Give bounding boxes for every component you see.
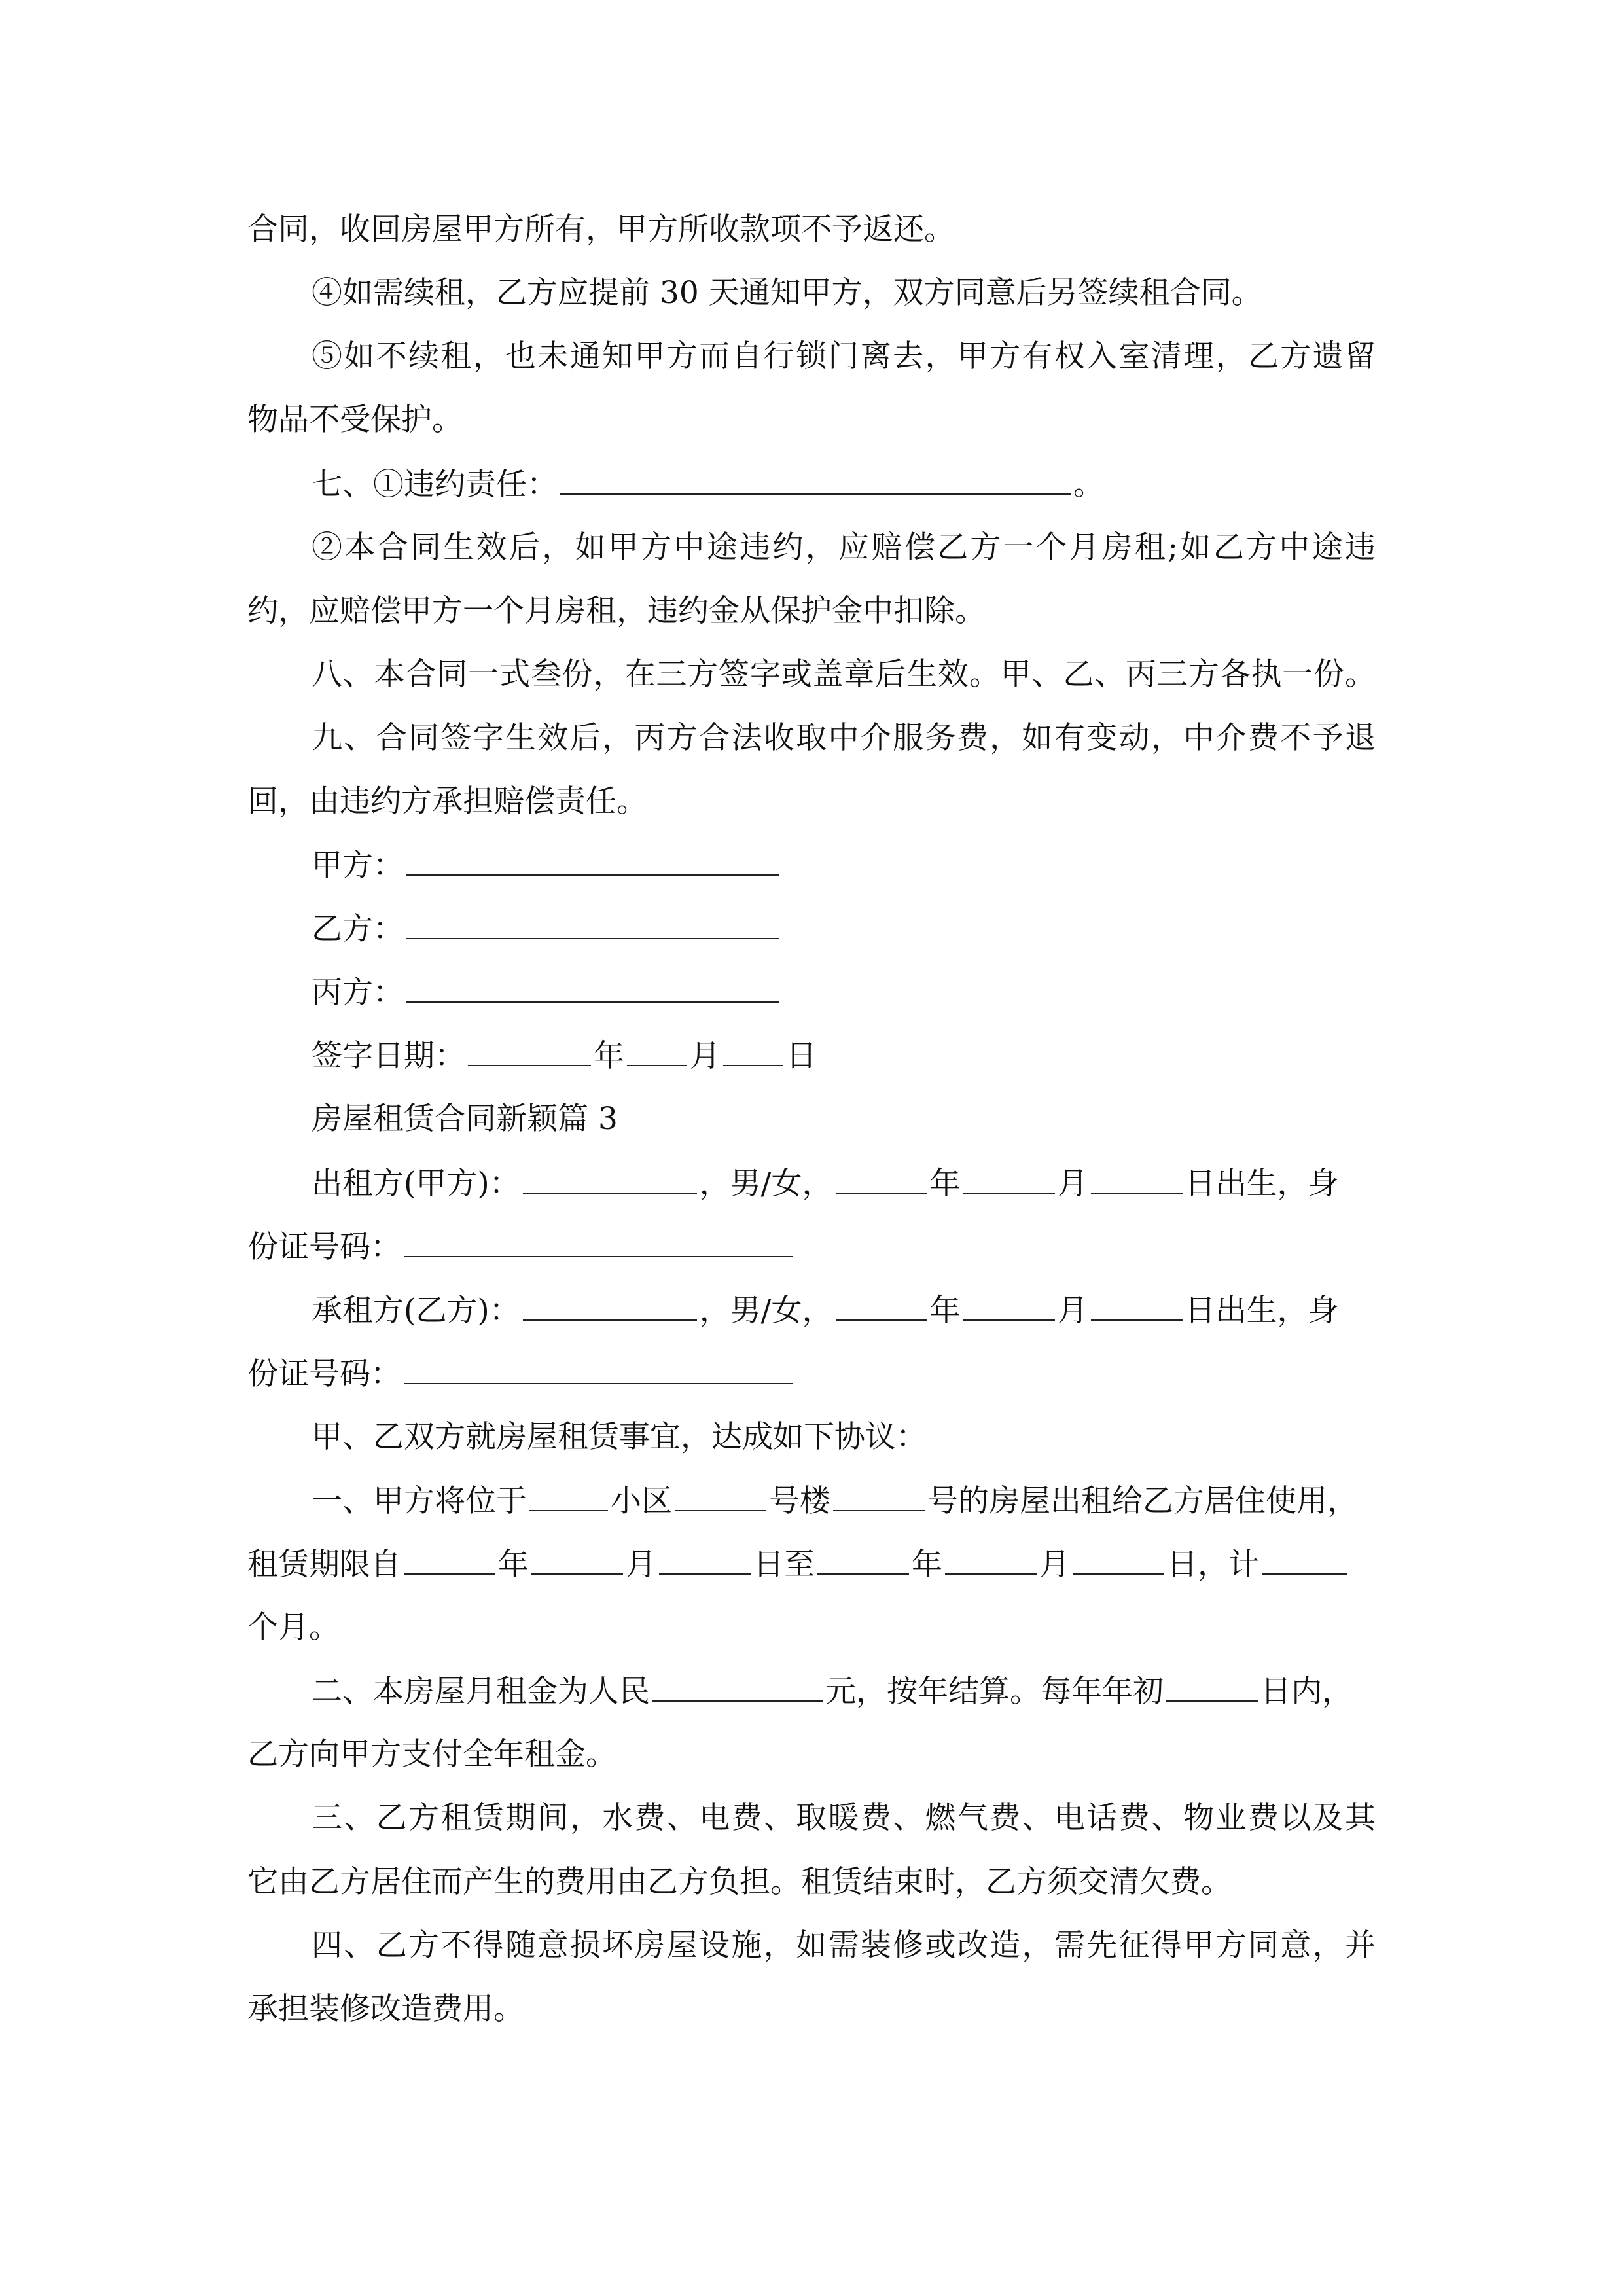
year-label: 年	[929, 1166, 961, 1202]
text-line: 物品不受保护。	[247, 402, 463, 438]
text-line: ⑤如不续租，也未通知甲方而自行锁门离去，甲方有权入室清理，乙方遗留	[312, 338, 1376, 374]
day-blank	[1091, 1164, 1183, 1194]
text-line: 合同，收回房屋甲方所有，甲方所收款项不予返还。	[247, 211, 955, 247]
party-b-label: 乙方：	[312, 911, 404, 947]
text-line: 它由乙方居住而产生的费用由乙方负担。租赁结束时，乙方须交清欠费。	[247, 1864, 1232, 1900]
text-line: 乙方向甲方支付全年租金。	[247, 1736, 616, 1772]
building-label: 号楼	[769, 1483, 830, 1519]
lessee-id-line	[247, 1354, 795, 1394]
within-days-label: 日内，	[1260, 1674, 1353, 1710]
breach-blank	[560, 465, 1071, 495]
party-c-label: 丙方：	[312, 975, 404, 1011]
start-day-blank	[659, 1545, 751, 1575]
months-blank	[1262, 1545, 1347, 1575]
lessee-label: 承租方(乙方)：	[312, 1293, 520, 1329]
lessor-name-blank	[523, 1164, 697, 1194]
settlement-label: 元，按年结算。每年年初	[825, 1674, 1164, 1710]
signature-date	[312, 1036, 817, 1076]
id-blank	[404, 1354, 793, 1384]
born-label: 日出生，身	[1185, 1293, 1339, 1329]
text-line: ④如需续租，乙方应提前 30 天通知甲方，双方同意后另签续租合同。	[312, 275, 1262, 311]
month-label: 月	[690, 1038, 721, 1074]
end-day-blank	[1073, 1545, 1164, 1575]
to-label: 日至	[753, 1547, 815, 1583]
text-line: 九、合同签字生效后，丙方合法收取中介服务费，如有变动，中介费不予退	[312, 720, 1376, 756]
month-blank	[627, 1036, 687, 1066]
district-blank	[529, 1481, 608, 1511]
breach-clause	[312, 465, 1104, 505]
id-label: 份证号码：	[247, 1356, 401, 1392]
id-blank	[404, 1227, 793, 1257]
text-line: 甲、乙双方就房屋租赁事宜，达成如下协议：	[312, 1419, 927, 1455]
lessee-line	[312, 1291, 1339, 1331]
payment-day-blank	[1166, 1672, 1258, 1702]
district-label: 小区	[611, 1483, 672, 1519]
month-blank	[963, 1164, 1055, 1194]
day-blank	[1091, 1291, 1183, 1321]
gender-label: ，男/女，	[699, 1293, 833, 1329]
building-blank	[675, 1481, 766, 1511]
start-year-blank	[404, 1545, 495, 1575]
end-month-blank	[945, 1545, 1037, 1575]
month-label: 月	[1057, 1293, 1088, 1329]
signature-party-b	[312, 909, 782, 949]
lessor-id-line	[247, 1227, 795, 1267]
text-line: 四、乙方不得随意损坏房屋设施，如需装修或改造，需先征得甲方同意，并	[312, 1928, 1376, 1964]
lessor-label: 出租方(甲方)：	[312, 1166, 520, 1202]
day-label: 日	[786, 1038, 817, 1074]
lessee-name-blank	[523, 1291, 697, 1321]
room-label: 号的房屋出租给乙方居住使用，	[927, 1483, 1358, 1519]
year-label: 年	[912, 1547, 942, 1583]
year-blank	[836, 1291, 927, 1321]
text-line: 回，由违约方承担赔偿责任。	[247, 783, 647, 819]
rent-blank	[652, 1672, 823, 1702]
rent-label: 二、本房屋月租金为人民	[312, 1674, 650, 1710]
period: 。	[1073, 467, 1104, 503]
text-line: 约，应赔偿甲方一个月房租，违约金从保护金中扣除。	[247, 593, 986, 629]
start-month-blank	[531, 1545, 623, 1575]
month-label: 月	[626, 1547, 656, 1583]
section-title: 房屋租赁合同新颖篇 3	[312, 1101, 618, 1137]
term-line	[247, 1545, 1349, 1585]
year-blank	[468, 1036, 591, 1066]
text-line: 承担装修改造费用。	[247, 1991, 524, 2027]
lessor-line	[312, 1164, 1339, 1204]
born-label: 日出生，身	[1185, 1166, 1339, 1202]
party-b-blank	[406, 909, 779, 939]
text-line: ②本合同生效后，如甲方中途违约，应赔偿乙方一个月房租;如乙方中途违	[312, 529, 1376, 565]
day-blank	[723, 1036, 783, 1066]
rent-line	[312, 1672, 1353, 1712]
month-label: 月	[1057, 1166, 1088, 1202]
location-line	[312, 1481, 1358, 1521]
year-label: 年	[929, 1293, 961, 1329]
party-c-blank	[406, 973, 779, 1003]
end-year-blank	[817, 1545, 909, 1575]
party-a-blank	[406, 846, 779, 876]
signature-party-c	[312, 973, 782, 1013]
year-label: 年	[498, 1547, 529, 1583]
total-label: 日，计	[1167, 1547, 1259, 1583]
text-line: 个月。	[247, 1609, 340, 1645]
month-label: 月	[1039, 1547, 1070, 1583]
signature-party-a	[312, 846, 782, 886]
year-label: 年	[594, 1038, 624, 1074]
term-label: 租赁期限自	[247, 1547, 401, 1583]
text-line: 三、乙方租赁期间，水费、电费、取暖费、燃气费、电话费、物业费以及其	[312, 1800, 1376, 1836]
month-blank	[963, 1291, 1055, 1321]
text-line: 八、本合同一式叁份，在三方签字或盖章后生效。甲、乙、丙三方各执一份。	[312, 656, 1376, 692]
id-label: 份证号码：	[247, 1229, 401, 1265]
location-label: 一、甲方将位于	[312, 1483, 527, 1519]
party-a-label: 甲方：	[312, 848, 404, 884]
breach-label: 七、①违约责任：	[312, 467, 558, 503]
gender-label: ，男/女，	[699, 1166, 833, 1202]
room-blank	[833, 1481, 925, 1511]
sign-date-label: 签字日期：	[312, 1038, 465, 1074]
year-blank	[836, 1164, 927, 1194]
